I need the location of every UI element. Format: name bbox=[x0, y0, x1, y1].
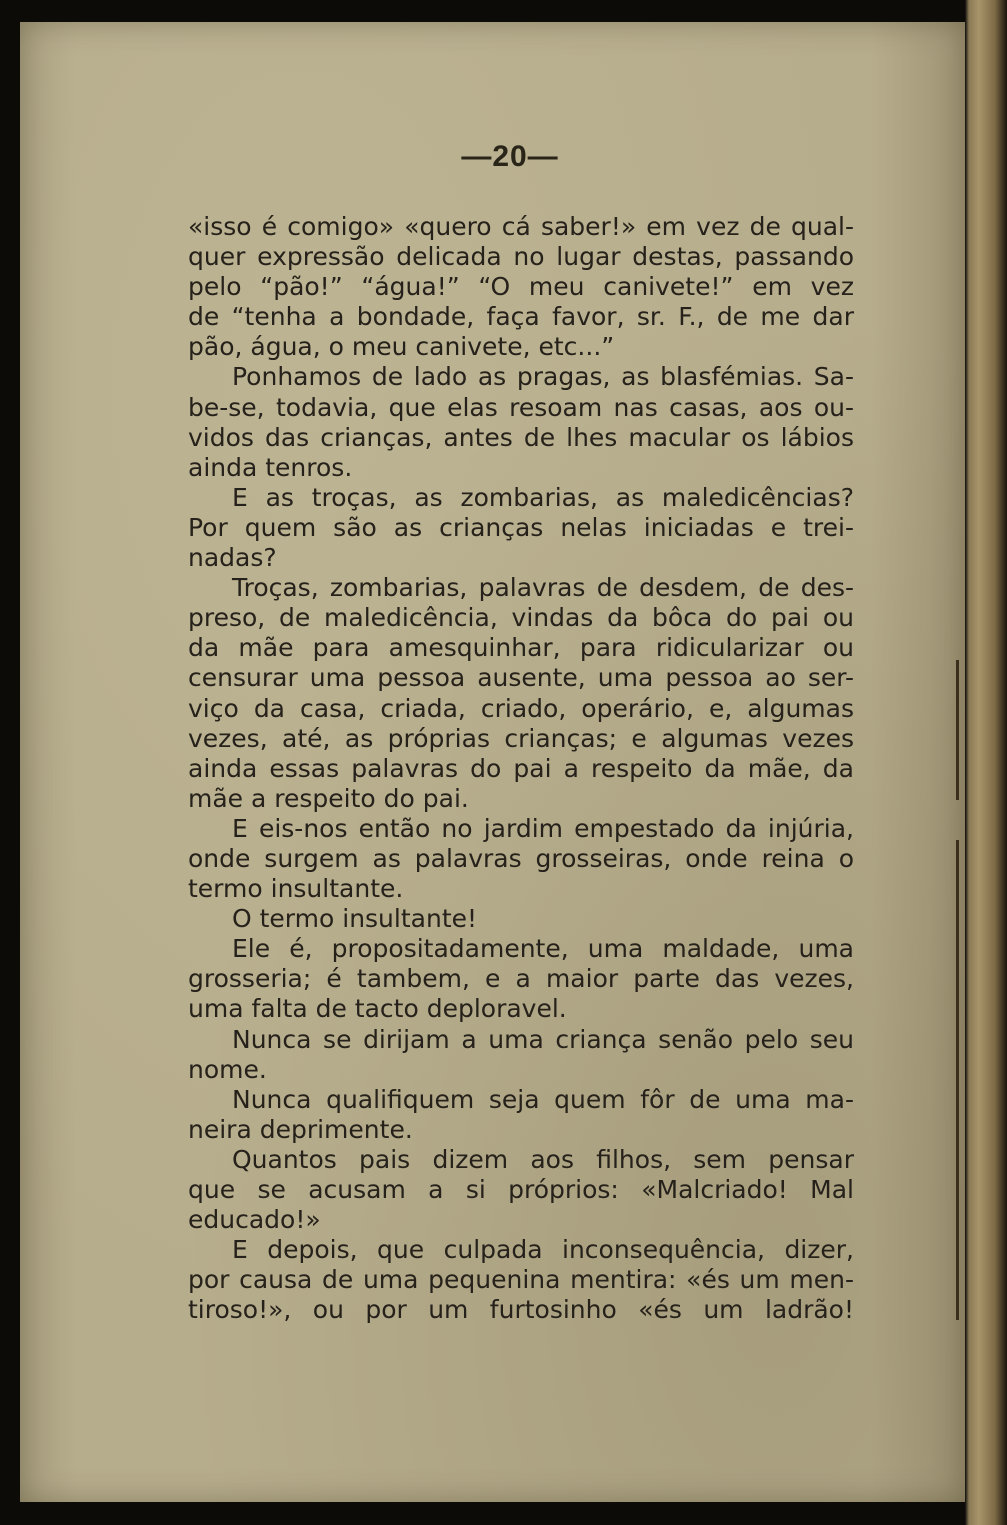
text-line: que se acusam a si próprios: «Malcriado! Mal bbox=[188, 1175, 854, 1204]
text-line: E depois, que culpada inconsequência, dizer, bbox=[232, 1235, 854, 1265]
text-line: grosseria; é tambem, e a maior parte das vezes, bbox=[188, 964, 854, 994]
page-edge bbox=[965, 0, 1007, 1525]
text-line: ainda essas palavras do pai a respeito da mãe, da bbox=[188, 753, 854, 783]
body-text bbox=[188, 212, 854, 1325]
text-line: Ponhamos de lado as pragas, as blasfémias. Sa- bbox=[232, 362, 854, 392]
text-line: vidos das crianças, antes de lhes macular os lábios bbox=[188, 422, 854, 452]
text-line: tiroso!», ou por um furtosinho «és um ladrão! bbox=[188, 1295, 854, 1325]
text-line: pão, água, o meu canivete, etc...” bbox=[188, 332, 615, 362]
text-line: pelo “pão!” “água!” “O meu canivete!” em vez bbox=[188, 272, 854, 302]
spine-shadow bbox=[956, 660, 959, 800]
spine-shadow bbox=[956, 840, 959, 1320]
text-line: E as troças, as zombarias, as maledicências? bbox=[232, 482, 854, 512]
text-line: viço da casa, criada, criado, operário, e, algumas bbox=[188, 693, 854, 723]
text-line: censurar uma pessoa ausente, uma pessoa ao ser- bbox=[188, 663, 854, 693]
text-line: educado!» bbox=[188, 1205, 321, 1235]
text-line: termo insultante. bbox=[188, 874, 404, 904]
text-line: de “tenha a bondade, faça favor, sr. F., de me dar bbox=[188, 302, 854, 332]
text-line: quer expressão delicada no lugar destas, passando bbox=[188, 242, 854, 272]
page-number: —20— bbox=[461, 140, 559, 173]
text-line: E eis-nos então no jardim empestado da injúria, bbox=[232, 813, 854, 843]
text-line: uma falta de tacto deploravel. bbox=[188, 994, 567, 1024]
text-line: neira deprimente. bbox=[188, 1114, 413, 1144]
text-line: por causa de uma pequenina mentira: «és um men- bbox=[188, 1265, 854, 1295]
text-line: nadas? bbox=[188, 543, 277, 573]
text-line: mãe a respeito do pai. bbox=[188, 783, 469, 813]
text-line: Troças, zombarias, palavras de desdem, de des- bbox=[232, 573, 854, 603]
text-line: vezes, até, as próprias crianças; e algumas vezes bbox=[188, 723, 854, 753]
text-line: O termo insultante! bbox=[232, 904, 478, 934]
text-line: Quantos pais dizem aos filhos, sem pensar bbox=[232, 1144, 854, 1174]
text-line: Ele é, propositadamente, uma maldade, uma bbox=[232, 934, 854, 964]
text-line: nome. bbox=[188, 1054, 267, 1084]
text-line: ainda tenros. bbox=[188, 452, 353, 482]
text-line: da mãe para amesquinhar, para ridicularizar ou bbox=[188, 633, 854, 663]
text-line: Nunca se dirijam a uma criança senão pelo seu bbox=[232, 1024, 854, 1054]
text-line: Nunca qualifiquem seja quem fôr de uma ma- bbox=[232, 1084, 854, 1114]
text-line: «isso é comigo» «quero cá saber!» em vez de qual- bbox=[188, 212, 854, 241]
text-line: Por quem são as crianças nelas iniciadas e trei- bbox=[188, 512, 854, 542]
text-line: preso, de maledicência, vindas da bôca do pai ou bbox=[188, 603, 854, 633]
text-line: onde surgem as palavras grosseiras, onde reina o bbox=[188, 843, 854, 873]
text-line: be-se, todavia, que elas resoam nas casas, aos ou- bbox=[188, 392, 854, 422]
